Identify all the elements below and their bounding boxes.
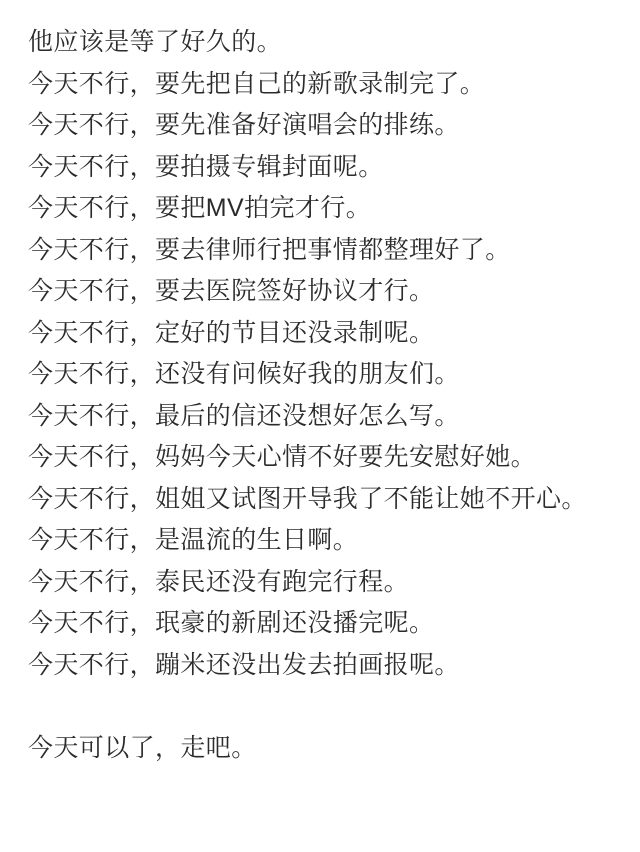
- text-line: 今天不行，要去医院签好协议才行。: [28, 277, 435, 305]
- text-block: [28, 22, 622, 769]
- text-line: 他应该是等了好久的。: [28, 28, 283, 56]
- text-line: 今天不行，要拍摄专辑封面呢。: [28, 152, 384, 181]
- text-line: 今天不行，还没有问候好我的朋友们。: [28, 360, 460, 388]
- text-line: 今天不行，要先准备好演唱会的排练。: [28, 111, 460, 139]
- text-line: 今天不行，妈妈今天心情不好要先安慰好她。: [28, 443, 537, 471]
- text-line: 今天不行，定好的节目还没录制呢。: [28, 318, 435, 347]
- text-line: 今天不行，要先把自己的新歌录制完了。: [28, 69, 486, 98]
- text-line: 今天不行，姐姐又试图开导我了不能让她不开心。: [28, 484, 587, 513]
- text-line: 今天不行，要把MV拍完才行。: [28, 194, 372, 222]
- text-line: 今天不行，最后的信还没想好怎么写。: [28, 401, 460, 430]
- blank-line: [28, 686, 622, 728]
- text-line: 今天不行，珉豪的新剧还没播完呢。: [28, 609, 435, 637]
- text-line: 今天不行，蹦米还没出发去拍画报呢。: [28, 650, 460, 679]
- text-line: 今天不行，要去律师行把事情都整理好了。: [28, 235, 511, 264]
- text-line: 今天不行，泰民还没有跑完行程。: [28, 567, 410, 596]
- text-line: 今天不行，是温流的生日啊。: [28, 526, 359, 554]
- text-line: 今天可以了，走吧。: [28, 733, 257, 762]
